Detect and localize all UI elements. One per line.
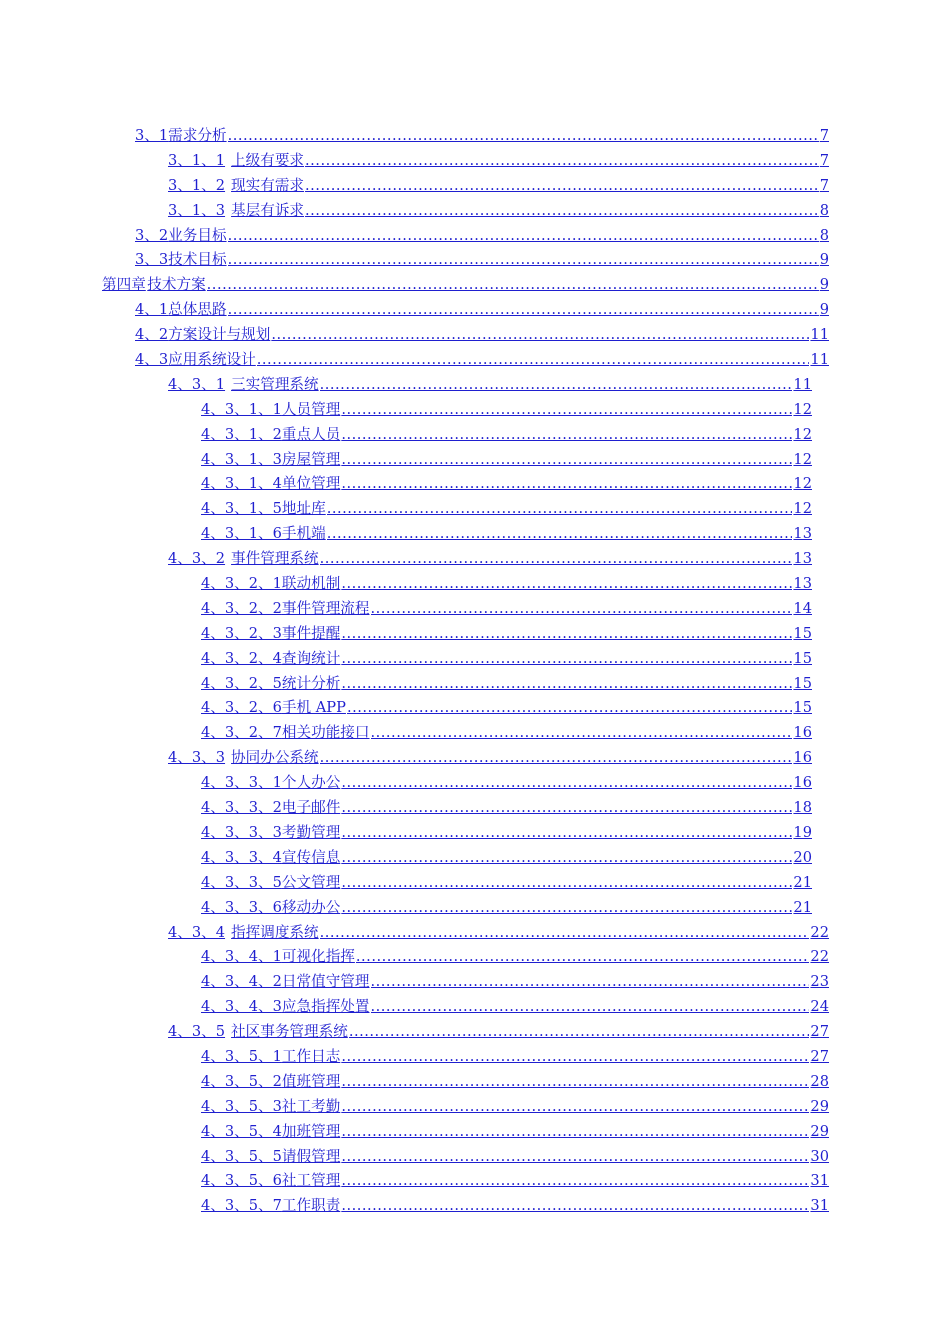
toc-dot-leader [341,1120,809,1145]
toc-entry-title: 查询统计 [281,649,341,667]
toc-entry-title: 现实有需求 [231,176,305,194]
toc-entry-title: 值班管理 [281,1072,341,1090]
toc-dot-leader [228,224,819,249]
toc-entry-5[interactable] [0,224,950,249]
toc-dot-leader [228,124,819,149]
toc-dot-leader [207,273,819,298]
toc-entry-page: 7 [819,127,829,144]
toc-entry-22[interactable] [0,647,950,672]
toc-entry-title: 应用系统设计 [168,351,256,369]
toc-entry-page: 9 [819,251,829,269]
toc-entry-title: 请假管理 [281,1147,341,1165]
toc-entry-number: 4、3、2、6 [201,699,282,717]
toc-dot-leader [305,174,819,199]
toc-entry-title: 指挥调度系统 [231,923,319,941]
toc-entry-title: 手机 APP [281,699,346,717]
toc-entry-page: 11 [810,351,829,369]
toc-entry-title: 日常值守管理 [281,973,370,991]
toc-entry-page: 12 [793,425,812,443]
toc-dot-leader [327,522,793,547]
toc-entry-page: 14 [793,599,812,617]
toc-entry-16[interactable] [0,497,950,522]
toc-entry-number: 4、3、3、2 [201,799,282,817]
toc-entry-number: 4、2 [135,326,169,344]
toc-entry-number: 4、3、3、3 [201,823,282,841]
toc-entry-title: 电子邮件 [281,799,341,817]
toc-entry-31[interactable] [0,871,950,896]
toc-entry-page: 27 [810,1023,829,1041]
toc-entry-title: 基层有诉求 [231,201,305,219]
toc-entry-number: 4、3、4、3 [201,998,282,1016]
toc-dot-leader [320,373,793,398]
toc-entry-25[interactable] [0,721,950,746]
toc-entry-32[interactable] [0,896,950,921]
toc-dot-leader [341,1169,809,1194]
toc-entry-number: 4、3、5、5 [201,1147,282,1165]
toc-entry-page: 24 [810,998,829,1016]
toc-entry-19[interactable] [0,572,950,597]
toc-entry-number: 4、3、1 [168,375,226,393]
toc-entry-title: 个人办公 [281,774,341,792]
toc-entry-page: 13 [793,525,812,543]
toc-entry-page: 12 [793,400,812,418]
toc-dot-leader [320,921,810,946]
toc-dot-leader [341,1045,809,1070]
toc-dot-leader [228,298,819,323]
toc-entry-title: 工作职责 [281,1197,341,1215]
toc-entry-10[interactable] [0,348,950,373]
toc-entry-title: 应急指挥处置 [281,998,370,1016]
toc-entry-42[interactable] [0,1145,950,1170]
toc-entry-26[interactable] [0,746,950,771]
toc-entry-title: 事件提醒 [281,624,341,642]
toc-entry-18[interactable] [0,547,950,572]
toc-entry-page: 9 [819,301,829,319]
toc-entry-2[interactable] [0,149,950,174]
toc-entry-page: 22 [810,923,829,941]
toc-dot-leader [341,572,792,597]
toc-entry-title: 地址库 [281,500,326,518]
toc-entry-3[interactable] [0,174,950,199]
toc-entry-number: 4、3、3、6 [201,898,282,916]
toc-entry-15[interactable] [0,472,950,497]
toc-entry-28[interactable] [0,796,950,821]
toc-entry-9[interactable] [0,323,950,348]
toc-entry-number: 4、3、5、3 [201,1097,282,1115]
toc-entry-page: 11 [810,326,829,344]
toc-entry-number: 4、3、2、7 [201,724,282,742]
toc-entry-number: 4、3、2、2 [201,599,282,617]
toc-entry-title: 加班管理 [281,1122,341,1140]
toc-dot-leader [371,721,793,746]
toc-entry-title: 工作日志 [281,1047,341,1065]
toc-entry-page: 27 [810,1047,829,1065]
toc-dot-leader [341,771,792,796]
toc-entry-number: 4、3、1、3 [201,450,282,468]
toc-entry-number: 4、3、5、6 [201,1172,282,1190]
toc-entry-title: 需求分析 [168,127,227,144]
toc-entry-4[interactable] [0,199,950,224]
toc-entry-number: 4、3、5 [168,1023,226,1041]
toc-dot-leader [341,796,792,821]
toc-entry-page: 21 [793,898,812,916]
toc-entry-page: 16 [793,774,812,792]
toc-entry-page: 12 [793,500,812,518]
toc-dot-leader [320,547,793,572]
toc-entry-number: 3、1、3 [168,201,226,219]
toc-entry-title: 协同办公系统 [231,749,319,767]
toc-dot-leader [341,1145,809,1170]
toc-entry-title: 业务目标 [168,226,227,244]
toc-entry-number: 4、3、3、1 [201,774,282,792]
toc-entry-title: 人员管理 [281,400,341,418]
toc-dot-leader [341,846,792,871]
toc-entry-35[interactable] [0,970,950,995]
toc-entry-page: 31 [810,1197,829,1215]
toc-entry-page: 22 [810,948,829,966]
toc-dot-leader [341,821,792,846]
toc-entry-number: 4、3、4、1 [201,948,282,966]
toc-entry-title: 考勤管理 [281,823,341,841]
toc-entry-title: 上级有要求 [231,151,305,169]
toc-entry-page: 13 [793,575,812,593]
toc-entry-page: 7 [819,151,829,169]
toc-entry-41[interactable] [0,1120,950,1145]
toc-entry-page: 29 [810,1122,829,1140]
toc-dot-leader [341,1070,809,1095]
toc-entry-44[interactable] [0,1194,950,1219]
toc-entry-title: 三实管理系统 [231,375,319,393]
toc-dot-leader [341,423,792,448]
toc-entry-20[interactable] [0,597,950,622]
toc-entry-title: 手机端 [281,525,326,543]
toc-entry-number: 4、3、3、4 [201,848,282,866]
toc-entry-24[interactable] [0,696,950,721]
toc-entry-number: 4、3、2、1 [201,575,282,593]
toc-entry-number: 4、1 [135,301,169,319]
toc-entry-number: 4、3、1、1 [201,400,282,418]
toc-entry-number: 4、3、1、4 [201,475,282,493]
toc-entry-title: 单位管理 [281,475,341,493]
toc-dot-leader [341,398,792,423]
toc-entry-page: 13 [793,550,812,568]
toc-entry-number: 4、3、2、5 [201,674,282,692]
toc-entry-30[interactable] [0,846,950,871]
toc-dot-leader [371,597,793,622]
toc-entry-title: 社工考勤 [281,1097,341,1115]
toc-entry-title: 统计分析 [281,674,341,692]
toc-entry-14[interactable] [0,448,950,473]
toc-dot-leader [305,149,819,174]
toc-entry-number: 4、3、1、5 [201,500,282,518]
toc-entry-page: 21 [793,873,812,891]
toc-dot-leader [371,995,810,1020]
toc-entry-number: 4、3、5、2 [201,1072,282,1090]
toc-entry-number: 4、3、1、2 [201,425,282,443]
toc-entry-title: 联动机制 [281,575,341,593]
toc-entry-page: 15 [793,624,812,642]
toc-entry-page: 18 [793,799,812,817]
toc-dot-leader [341,448,792,473]
toc-entry-number: 4、3、5、1 [201,1047,282,1065]
toc-entry-title: 总体思路 [168,301,227,319]
toc-dot-leader [371,970,810,995]
toc-entry-8[interactable] [0,298,950,323]
toc-entry-number: 4、3、5、4 [201,1122,282,1140]
toc-entry-title: 可视化指挥 [281,948,355,966]
toc-entry-number: 第四章 [102,276,146,294]
toc-entry-29[interactable] [0,821,950,846]
toc-dot-leader [257,348,810,373]
toc-entry-number: 3、2 [135,226,169,244]
toc-entry-title: 社区事务管理系统 [231,1023,348,1041]
toc-entry-page: 12 [793,450,812,468]
toc-entry-title: 公文管理 [281,873,341,891]
toc-dot-leader [327,497,793,522]
toc-entry-number: 4、3、4、2 [201,973,282,991]
toc-entry-title: 事件管理系统 [231,550,319,568]
toc-entry-page: 15 [793,674,812,692]
toc-entry-number: 4、3、4 [168,923,226,941]
toc-dot-leader [341,647,792,672]
toc-dot-leader [349,1020,810,1045]
toc-entry-page: 8 [819,201,829,219]
toc-entry-page: 30 [810,1147,829,1165]
toc-entry-title: 技术目标 [168,251,227,269]
toc-entry-number: 3、3 [135,251,169,269]
toc-entry-page: 16 [793,749,812,767]
toc-entry-title: 方案设计与规划 [168,326,271,344]
toc-entry-title: 社工管理 [281,1172,341,1190]
toc-entry-page: 28 [810,1072,829,1090]
toc-entry-17[interactable] [0,522,950,547]
toc-entry-13[interactable] [0,423,950,448]
toc-entry-21[interactable] [0,622,950,647]
toc-entry-number: 4、3、2 [168,550,226,568]
toc-entry-page: 23 [810,973,829,991]
toc-entry-27[interactable] [0,771,950,796]
toc-entry-number: 3、1 [135,127,169,144]
toc-dot-leader [341,622,792,647]
toc-dot-leader [228,248,819,273]
toc-entry-number: 3、1、2 [168,176,226,194]
toc-dot-leader [347,696,792,721]
toc-entry-38[interactable] [0,1045,950,1070]
toc-dot-leader [356,945,810,970]
toc-dot-leader [305,199,819,224]
toc-entry-title: 房屋管理 [281,450,341,468]
toc-entry-number: 4、3、3、5 [201,873,282,891]
toc-entry-40[interactable] [0,1095,950,1120]
toc-entry-number: 4、3、5、7 [201,1197,282,1215]
toc-entry-page: 29 [810,1097,829,1115]
toc-entry-number: 4、3、2、4 [201,649,282,667]
toc-entry-1[interactable] [0,124,950,149]
toc-entry-number: 4、3、1、6 [201,525,282,543]
toc-entry-37[interactable] [0,1020,950,1045]
toc-entry-title: 重点人员 [281,425,341,443]
toc-entry-title: 技术方案 [147,276,206,294]
toc-entry-11[interactable] [0,373,950,398]
toc-dot-leader [320,746,793,771]
toc-entry-page: 15 [793,649,812,667]
toc-dot-leader [341,672,792,697]
toc-entry-number: 3、1、1 [168,151,226,169]
toc-dot-leader [341,871,792,896]
toc-entry-page: 16 [793,724,812,742]
toc-entry-23[interactable] [0,672,950,697]
toc-entry-12[interactable] [0,398,950,423]
toc-entry-page: 20 [793,848,812,866]
toc-entry-page: 9 [819,276,829,294]
toc-entry-number: 4、3、3 [168,749,226,767]
toc-dot-leader [341,1095,809,1120]
toc-entry-33[interactable] [0,921,950,946]
toc-entry-page: 15 [793,699,812,717]
toc-entry-36[interactable] [0,995,950,1020]
table-of-contents [0,124,950,1219]
toc-dot-leader [341,1194,809,1219]
toc-entry-6[interactable] [0,248,950,273]
toc-entry-number: 4、3 [135,351,169,369]
toc-entry-39[interactable] [0,1070,950,1095]
toc-entry-title: 事件管理流程 [281,599,370,617]
toc-entry-page: 31 [810,1172,829,1190]
toc-dot-leader [341,472,792,497]
toc-entry-number: 4、3、2、3 [201,624,282,642]
toc-entry-page: 11 [793,375,812,393]
toc-entry-43[interactable] [0,1169,950,1194]
toc-entry-page: 19 [793,823,812,841]
toc-entry-title: 相关功能接口 [281,724,370,742]
toc-dot-leader [341,896,792,921]
toc-entry-7[interactable] [0,273,950,298]
toc-dot-leader [271,323,809,348]
toc-entry-page: 7 [819,176,829,194]
toc-entry-title: 宣传信息 [281,848,341,866]
toc-entry-page: 12 [793,475,812,493]
toc-entry-title: 移动办公 [281,898,341,916]
toc-entry-34[interactable] [0,945,950,970]
toc-entry-page: 8 [819,226,829,244]
